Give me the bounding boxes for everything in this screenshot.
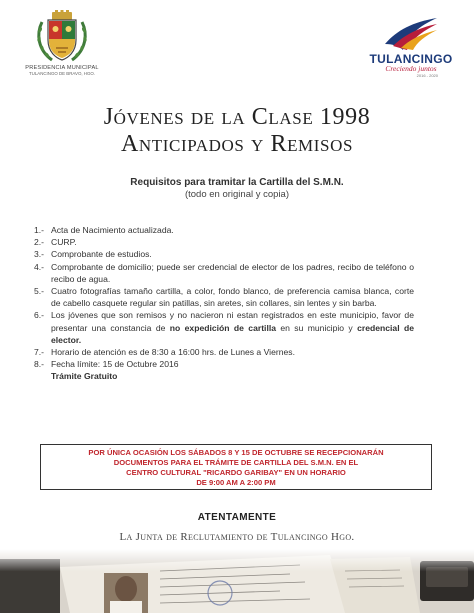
page-title-line1: Jóvenes de la Clase 1998 [103, 104, 371, 130]
list-item [34, 236, 414, 248]
list-item [34, 285, 414, 309]
list-item-number: 8.- [34, 359, 45, 370]
list-item [34, 261, 414, 285]
tulancingo-logo [366, 16, 456, 78]
tulancingo-wave-logo-icon [383, 16, 439, 52]
page-title-line2: Anticipados y Remisos [120, 131, 354, 157]
saturday-notice-box [40, 444, 432, 490]
list-item-number: 6.- [34, 310, 45, 321]
list-item-bold-part: credencial de elector. [51, 322, 414, 345]
tulancingo-name: TULANCINGO [369, 52, 453, 66]
requirements-subnote: (todo en original y copia) [184, 189, 290, 200]
tulancingo-slogan: Creciendo juntos [385, 64, 437, 73]
list-item [34, 346, 414, 358]
list-item-number: 3.- [34, 249, 45, 260]
list-item [34, 224, 414, 236]
requirements-heading: Requisitos para tramitar la Cartilla del S.M.N. [130, 177, 344, 188]
list-item-number: 5.- [34, 286, 45, 297]
list-item-text: Horario de atención es de 8:30 a 16:00 hrs. de Lunes a Viernes. [51, 347, 295, 358]
notice-line1: POR ÚNICA OCASIÓN LOS SÁBADOS 8 Y 15 DE OCTUBRE SE RECEPCIONARÁN [88, 448, 384, 457]
list-item-number: 7.- [34, 347, 45, 358]
presidencia-municipal-logo [22, 10, 102, 76]
notice-line3: CENTRO CULTURAL "RICARDO GARIBAY" EN UN HORARIO [126, 468, 346, 477]
list-item-text: Fecha límite: 15 de Octubre 2016 [51, 359, 179, 370]
list-item-bold-part: no expedición de cartilla [169, 322, 276, 333]
requirements-list [34, 224, 414, 383]
list-item-text: Acta de Nacimiento actualizada. [51, 225, 174, 235]
list-item-text: CURP. [51, 237, 77, 248]
list-item [34, 248, 414, 260]
list-item [34, 309, 414, 346]
list-item-number: 4.- [34, 261, 45, 272]
notice-line4: DE 9:00 AM A 2:00 PM [196, 478, 276, 487]
logo-left-line2: TULANCINGO DE BRAVO, HGO. [28, 71, 96, 76]
cartilla-photo-image [0, 549, 474, 613]
list-item [34, 358, 414, 370]
notice-line2: DOCUMENTOS PARA EL TRÁMITE DE CARTILLA DEL S.M.N. EN EL [113, 458, 359, 467]
list-item-text: Comprobante de estudios. [51, 249, 152, 260]
list-item-text-part: en su municipio y [276, 322, 358, 333]
list-item-number: 1.- [34, 225, 45, 235]
list-item-number: 2.- [34, 237, 45, 248]
list-item-text: Comprobante de domicilio; puede ser credencial de elector de los padres, recibo de teléfono o recibo de agua. [51, 261, 414, 284]
logo-left-line1: PRESIDENCIA MUNICIPAL [25, 65, 99, 71]
list-item-text: Cuatro fotografías tamaño cartilla, a color, fondo blanco, de preferencia camisa blanca, corte de cabello casquete regular sin patillas, sin aretes, sin collares, sin lentes y sin barba. [51, 286, 414, 309]
tulancingo-years: 2016 - 2020 [416, 73, 438, 78]
signoff-signature: La Junta de Reclutamiento de Tulancingo Hgo. [119, 531, 355, 543]
free-procedure-note: Trámite Gratuito [51, 371, 118, 382]
list-item-text-part: Los jóvenes que son remisos y no nacieron ni estan registrados en este municipio, favor de presentar una constancia de [51, 310, 414, 333]
signoff-heading: ATENTAMENTE [197, 512, 277, 523]
list-item-text [51, 309, 414, 346]
coat-of-arms-icon [34, 10, 90, 64]
